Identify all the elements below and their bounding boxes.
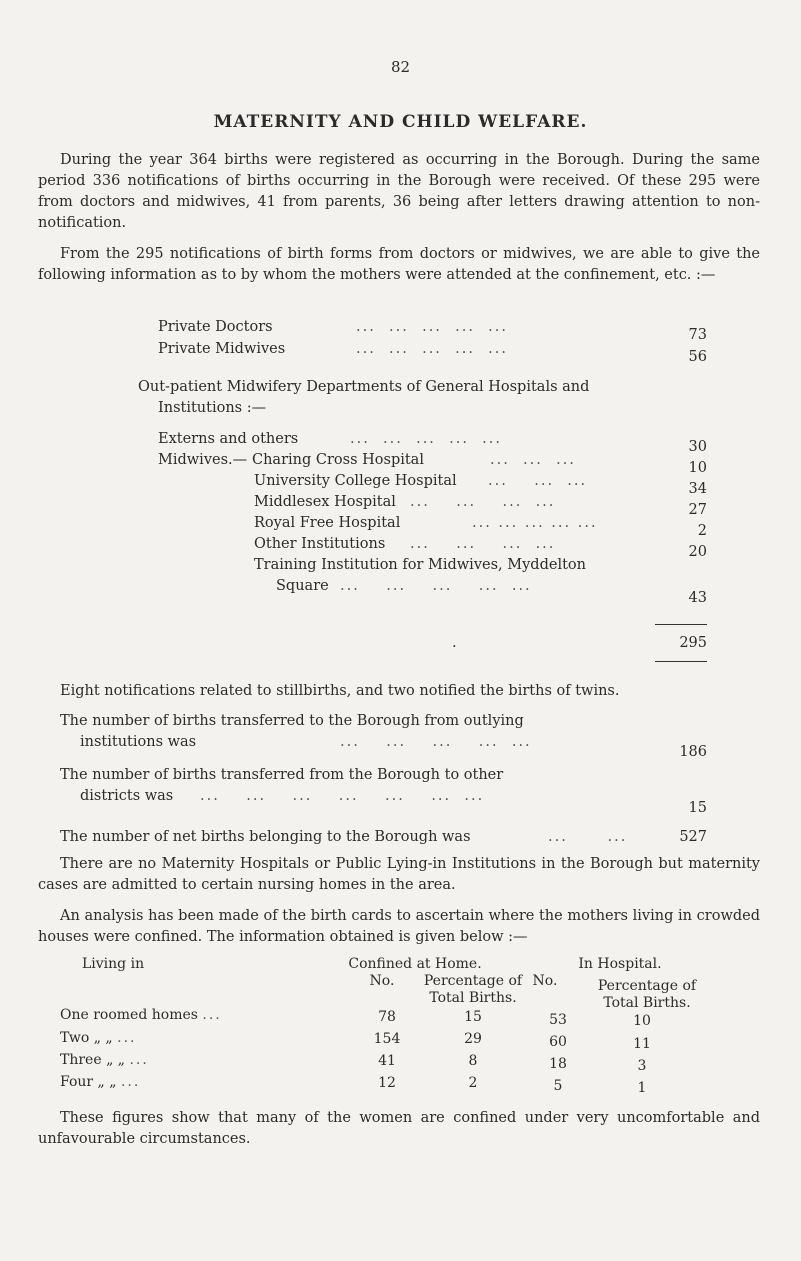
- leader-dots: ...: [129, 1052, 149, 1068]
- paragraph-analysis: An analysis has been made of the birth cards to ascertain where the mothers living in crowded houses were confined. The information obtained is given below :—: [38, 908, 760, 945]
- outpatient-heading: Out-patient Midwifery Departments of General Hospitals and: [138, 379, 590, 395]
- column-group-home: Confined at Home.: [348, 956, 482, 972]
- leader-dots: ... ... ... ... ...: [356, 319, 509, 335]
- transferred-from-line1: The number of births transferred from the Borough to other: [60, 767, 504, 783]
- closing-paragraph: [38, 1108, 760, 1150]
- list-item-label: Middlesex Hospital: [254, 494, 396, 510]
- list-item-value: 34: [688, 481, 707, 497]
- list-item-label: Square: [276, 578, 329, 594]
- analysis-paragraph: [38, 906, 760, 948]
- list-item-value: 2: [697, 523, 707, 539]
- list-item-value: 30: [688, 439, 707, 455]
- section-heading: MATERNITY AND CHILD WELFARE.: [213, 112, 588, 132]
- list-item-label: Private Midwives: [158, 341, 286, 357]
- leader-dots: ... ... ... ...: [410, 494, 556, 510]
- row-label: One roomed homes ...: [60, 1007, 222, 1023]
- transferred-from-label: districts was: [80, 788, 174, 804]
- list-item-label: Private Doctors: [158, 319, 273, 335]
- column-header-hosp-pct: Percentage of: [597, 978, 697, 994]
- list-item-value: 56: [688, 349, 707, 365]
- paragraph-births-registered: During the year 364 births were registered as occurring in the Borough. During the same period 336 notifications of births occurring in the Borough were received. Of these 295 were from doctors and midwives, 41 from parents, 36 being after letters drawing attention to non-notification.: [38, 152, 760, 231]
- list-item-label: Charing Cross Hospital: [252, 452, 424, 468]
- column-header-hosp-pct-line2: Total Births.: [603, 995, 691, 1011]
- list-item-value: 43: [688, 590, 707, 606]
- column-header-home-no: No.: [369, 973, 395, 989]
- cell-home-pct: 29: [464, 1031, 482, 1047]
- list-item-value: 73: [688, 327, 707, 343]
- total-rule-bottom: [655, 661, 707, 662]
- column-header-home-pct-line2: Total Births.: [429, 990, 517, 1006]
- intro-paragraph: [38, 150, 760, 234]
- column-group-hospital: In Hospital.: [578, 956, 662, 972]
- transferred-from-value: 15: [688, 800, 707, 816]
- total-rule-top: [655, 624, 707, 625]
- leader-dots: ... ... ... ... ...: [340, 734, 532, 750]
- paragraph-conclusion: These figures show that many of the women are confined under very uncomfortable and unfavourable circumstances.: [38, 1110, 760, 1147]
- leader-dots: ... ... ... ... ... ... ...: [200, 788, 485, 804]
- list-item-label: University College Hospital: [254, 473, 457, 489]
- leader-dots: ... ... ...: [488, 473, 588, 489]
- row-label: Three „ „ ...: [60, 1052, 149, 1068]
- transferred-to-value: 186: [679, 744, 707, 760]
- leader-dots: ... ...: [548, 829, 628, 845]
- cell-home-pct: 2: [468, 1075, 478, 1091]
- cell-home-no: 78: [378, 1009, 396, 1025]
- net-births-label: The number of net births belonging to the Borough was: [60, 829, 471, 845]
- list-item-value: 27: [688, 502, 707, 518]
- paragraph-notifications: From the 295 notifications of birth forms from doctors or midwives, we are able to give the following information as to by whom the mothers were attended at the confinement, etc. :—: [38, 246, 760, 283]
- leader-dots: ... ... ... ... ...: [356, 341, 509, 357]
- row-label: Two „ „ ...: [60, 1030, 137, 1046]
- maternity-hospitals-paragraph: [38, 854, 760, 896]
- list-item-value: 20: [688, 544, 707, 560]
- cell-home-pct: 15: [464, 1009, 482, 1025]
- notification-paragraph: [38, 244, 760, 286]
- transferred-to-label: institutions was: [80, 734, 197, 750]
- total-mark: .: [452, 635, 457, 651]
- paragraph-maternity-hospitals: There are no Maternity Hospitals or Public Lying-in Institutions in the Borough but maternity cases are admitted to certain nursing homes in the area.: [38, 856, 760, 893]
- midwives-prefix: Midwives.—: [158, 452, 248, 468]
- total-value: 295: [679, 635, 707, 651]
- leader-dots: ...: [202, 1007, 222, 1023]
- training-line1: Training Institution for Midwives, Myddelton: [254, 557, 586, 573]
- list-item-label: Royal Free Hospital: [254, 515, 401, 531]
- cell-home-no: 41: [378, 1053, 396, 1069]
- leader-dots: ... ... ...: [490, 452, 576, 468]
- transferred-to-line1: The number of births transferred to the Borough from outlying: [60, 713, 524, 729]
- leader-dots: ... ... ... ... ...: [472, 515, 598, 531]
- cell-hosp-pct: 10: [633, 1013, 651, 1029]
- list-item-value: 10: [688, 460, 707, 476]
- column-header-living-in: Living in: [82, 956, 145, 972]
- cell-hosp-pct: 3: [637, 1058, 647, 1074]
- cell-hosp-pct: 1: [637, 1080, 647, 1096]
- cell-home-no: 12: [378, 1075, 396, 1091]
- list-item-label: Externs and others: [158, 431, 299, 447]
- cell-home-pct: 8: [468, 1053, 478, 1069]
- leader-dots: ...: [120, 1074, 141, 1090]
- cell-home-no: 154: [373, 1031, 401, 1047]
- cell-hosp-no: 18: [549, 1056, 567, 1072]
- leader-dots: ... ... ... ... ...: [340, 578, 532, 594]
- net-births-value: 527: [679, 829, 707, 845]
- leader-dots: ... ... ... ... ...: [350, 431, 503, 447]
- cell-hosp-no: 60: [549, 1034, 567, 1050]
- leader-dots: ... ... ... ...: [410, 536, 556, 552]
- column-header-hosp-no: No.: [532, 973, 558, 989]
- cell-hosp-no: 5: [553, 1078, 563, 1094]
- outpatient-heading-cont: Institutions :—: [158, 400, 267, 416]
- cell-hosp-no: 53: [549, 1012, 567, 1028]
- cell-hosp-pct: 11: [633, 1036, 651, 1052]
- leader-dots: ...: [117, 1030, 137, 1046]
- paragraph-stillbirths: Eight notifications related to stillbirths, and two notified the births of twins.: [60, 683, 620, 699]
- column-header-home-pct: Percentage of: [423, 973, 523, 989]
- row-label: Four „ „ ...: [60, 1074, 141, 1090]
- page-number: 82: [390, 58, 411, 76]
- list-item-label: Other Institutions: [254, 536, 386, 552]
